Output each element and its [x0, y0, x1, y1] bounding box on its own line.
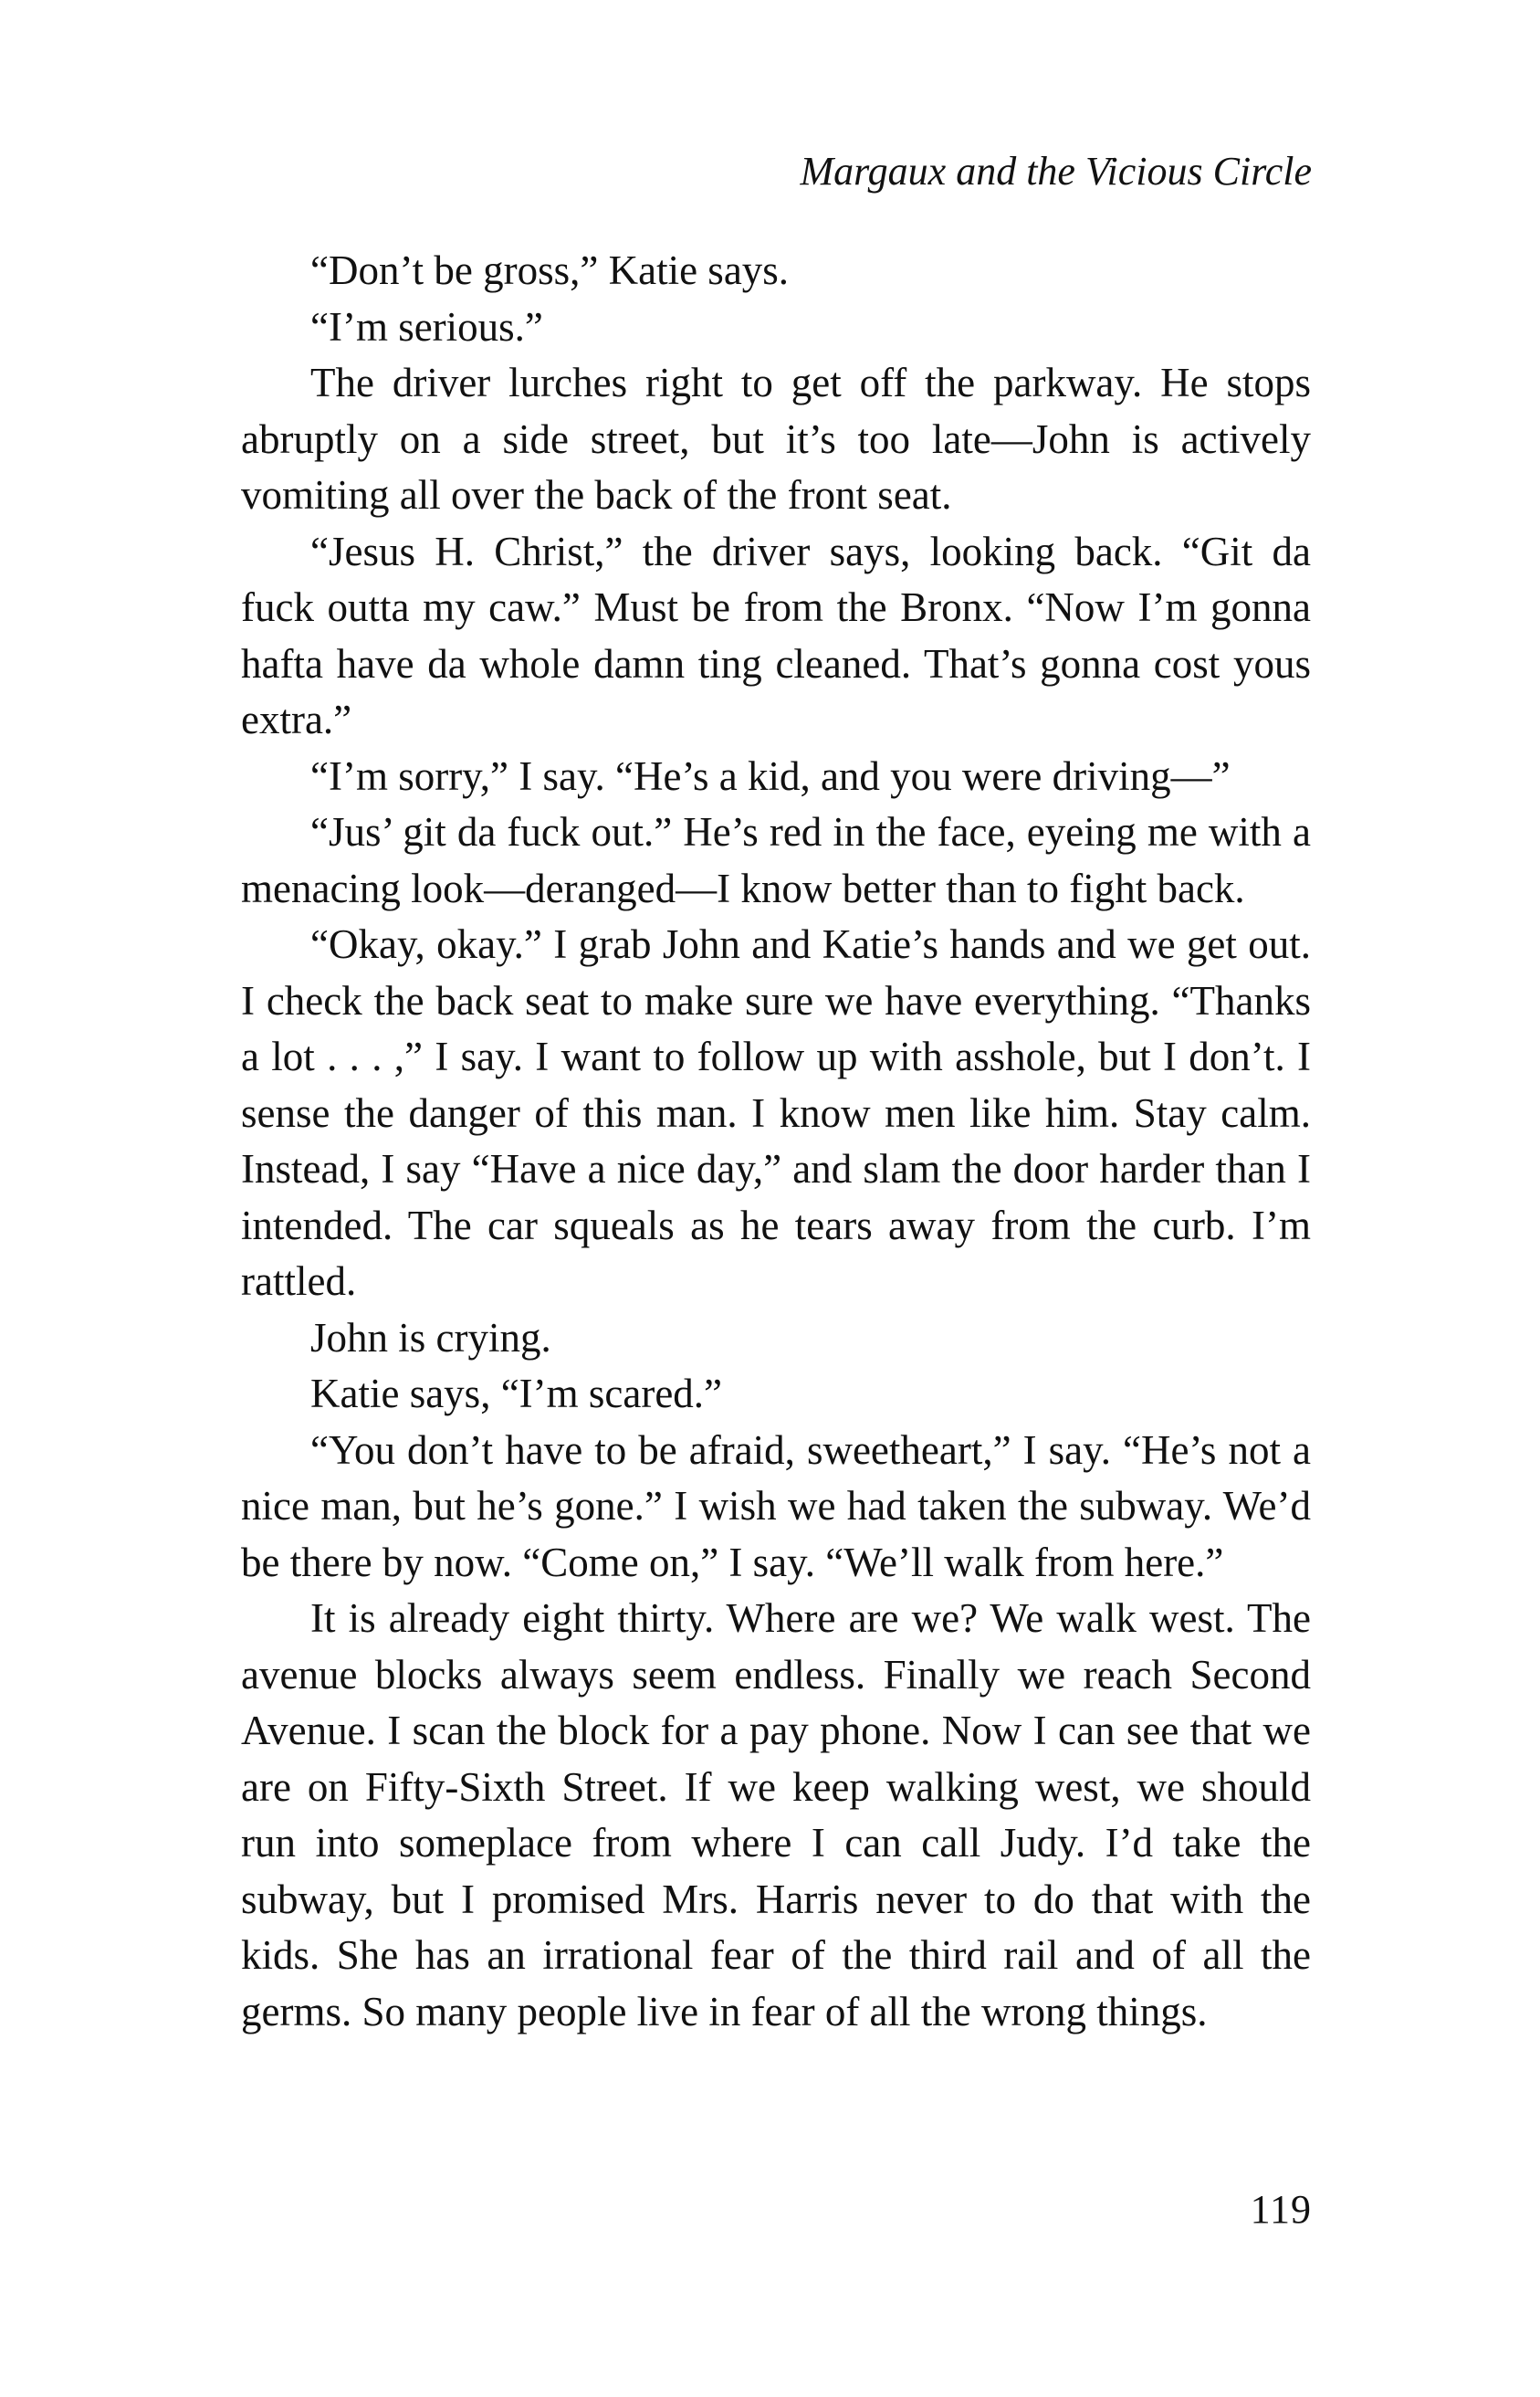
paragraph: “I’m sorry,” I say. “He’s a kid, and you were driving—” — [310, 752, 1231, 799]
paragraph: “I’m serious.” — [310, 303, 543, 350]
paragraph: John is crying. — [310, 1314, 551, 1361]
paragraph: It is already eight thirty. Where are we? We walk west. The avenue blocks always seem endless. Finally we reach Second Avenue. I scan the block for a pay phone. Now I can see that we are on Fifty-Sixth Street. If we keep walking west, we should run into someplace from where I can call Judy. I’d take the subway, but I promised Mrs. Harris never to do that with the kids. She has an irrational fear of the third rail and of all the germs. So many people live in fear of all the wrong things. — [241, 1595, 1311, 2034]
running-head-title: Margaux and the Vicious Circle — [800, 149, 1312, 194]
page-number: 119 — [1250, 2187, 1312, 2232]
paragraph: “Jesus H. Christ,” the driver says, looking back. “Git da fuck outta my caw.” Must be from the Bronx. “Now I’m gonna hafta have da whole damn ting cleaned. That’s gonna cost yous extra.” — [241, 528, 1311, 742]
paragraph: “Jus’ git da fuck out.” He’s red in the face, eyeing me with a menacing look—deranged—I know better than to fight back. — [241, 809, 1311, 911]
paragraph: The driver lurches right to get off the parkway. He stops abruptly on a side street, but it’s too late—John is actively vomiting all over the back of the front seat. — [241, 360, 1311, 518]
paragraph: “Okay, okay.” I grab John and Katie’s hands and we get out. I check the back seat to make sure we have everything. “Thanks a lot . . . ,” I say. I want to follow up with asshole, but I don’t. I sense the danger of this man. I know men like him. Stay calm. Instead, I say “Have a nice day,” and slam the door harder than I intended. The car squeals as he tears away from the curb. I’m rattled. — [241, 921, 1311, 1304]
paragraph: “Don’t be gross,” Katie says. — [310, 247, 790, 293]
body-text — [241, 243, 1311, 2040]
paragraph: “You don’t have to be afraid, sweetheart,” I say. “He’s not a nice man, but he’s gone.” I wish we had taken the subway. We’d be there by now. “Come on,” I say. “We’ll walk from here.” — [241, 1426, 1311, 1585]
paragraph: Katie says, “I’m scared.” — [310, 1371, 723, 1416]
